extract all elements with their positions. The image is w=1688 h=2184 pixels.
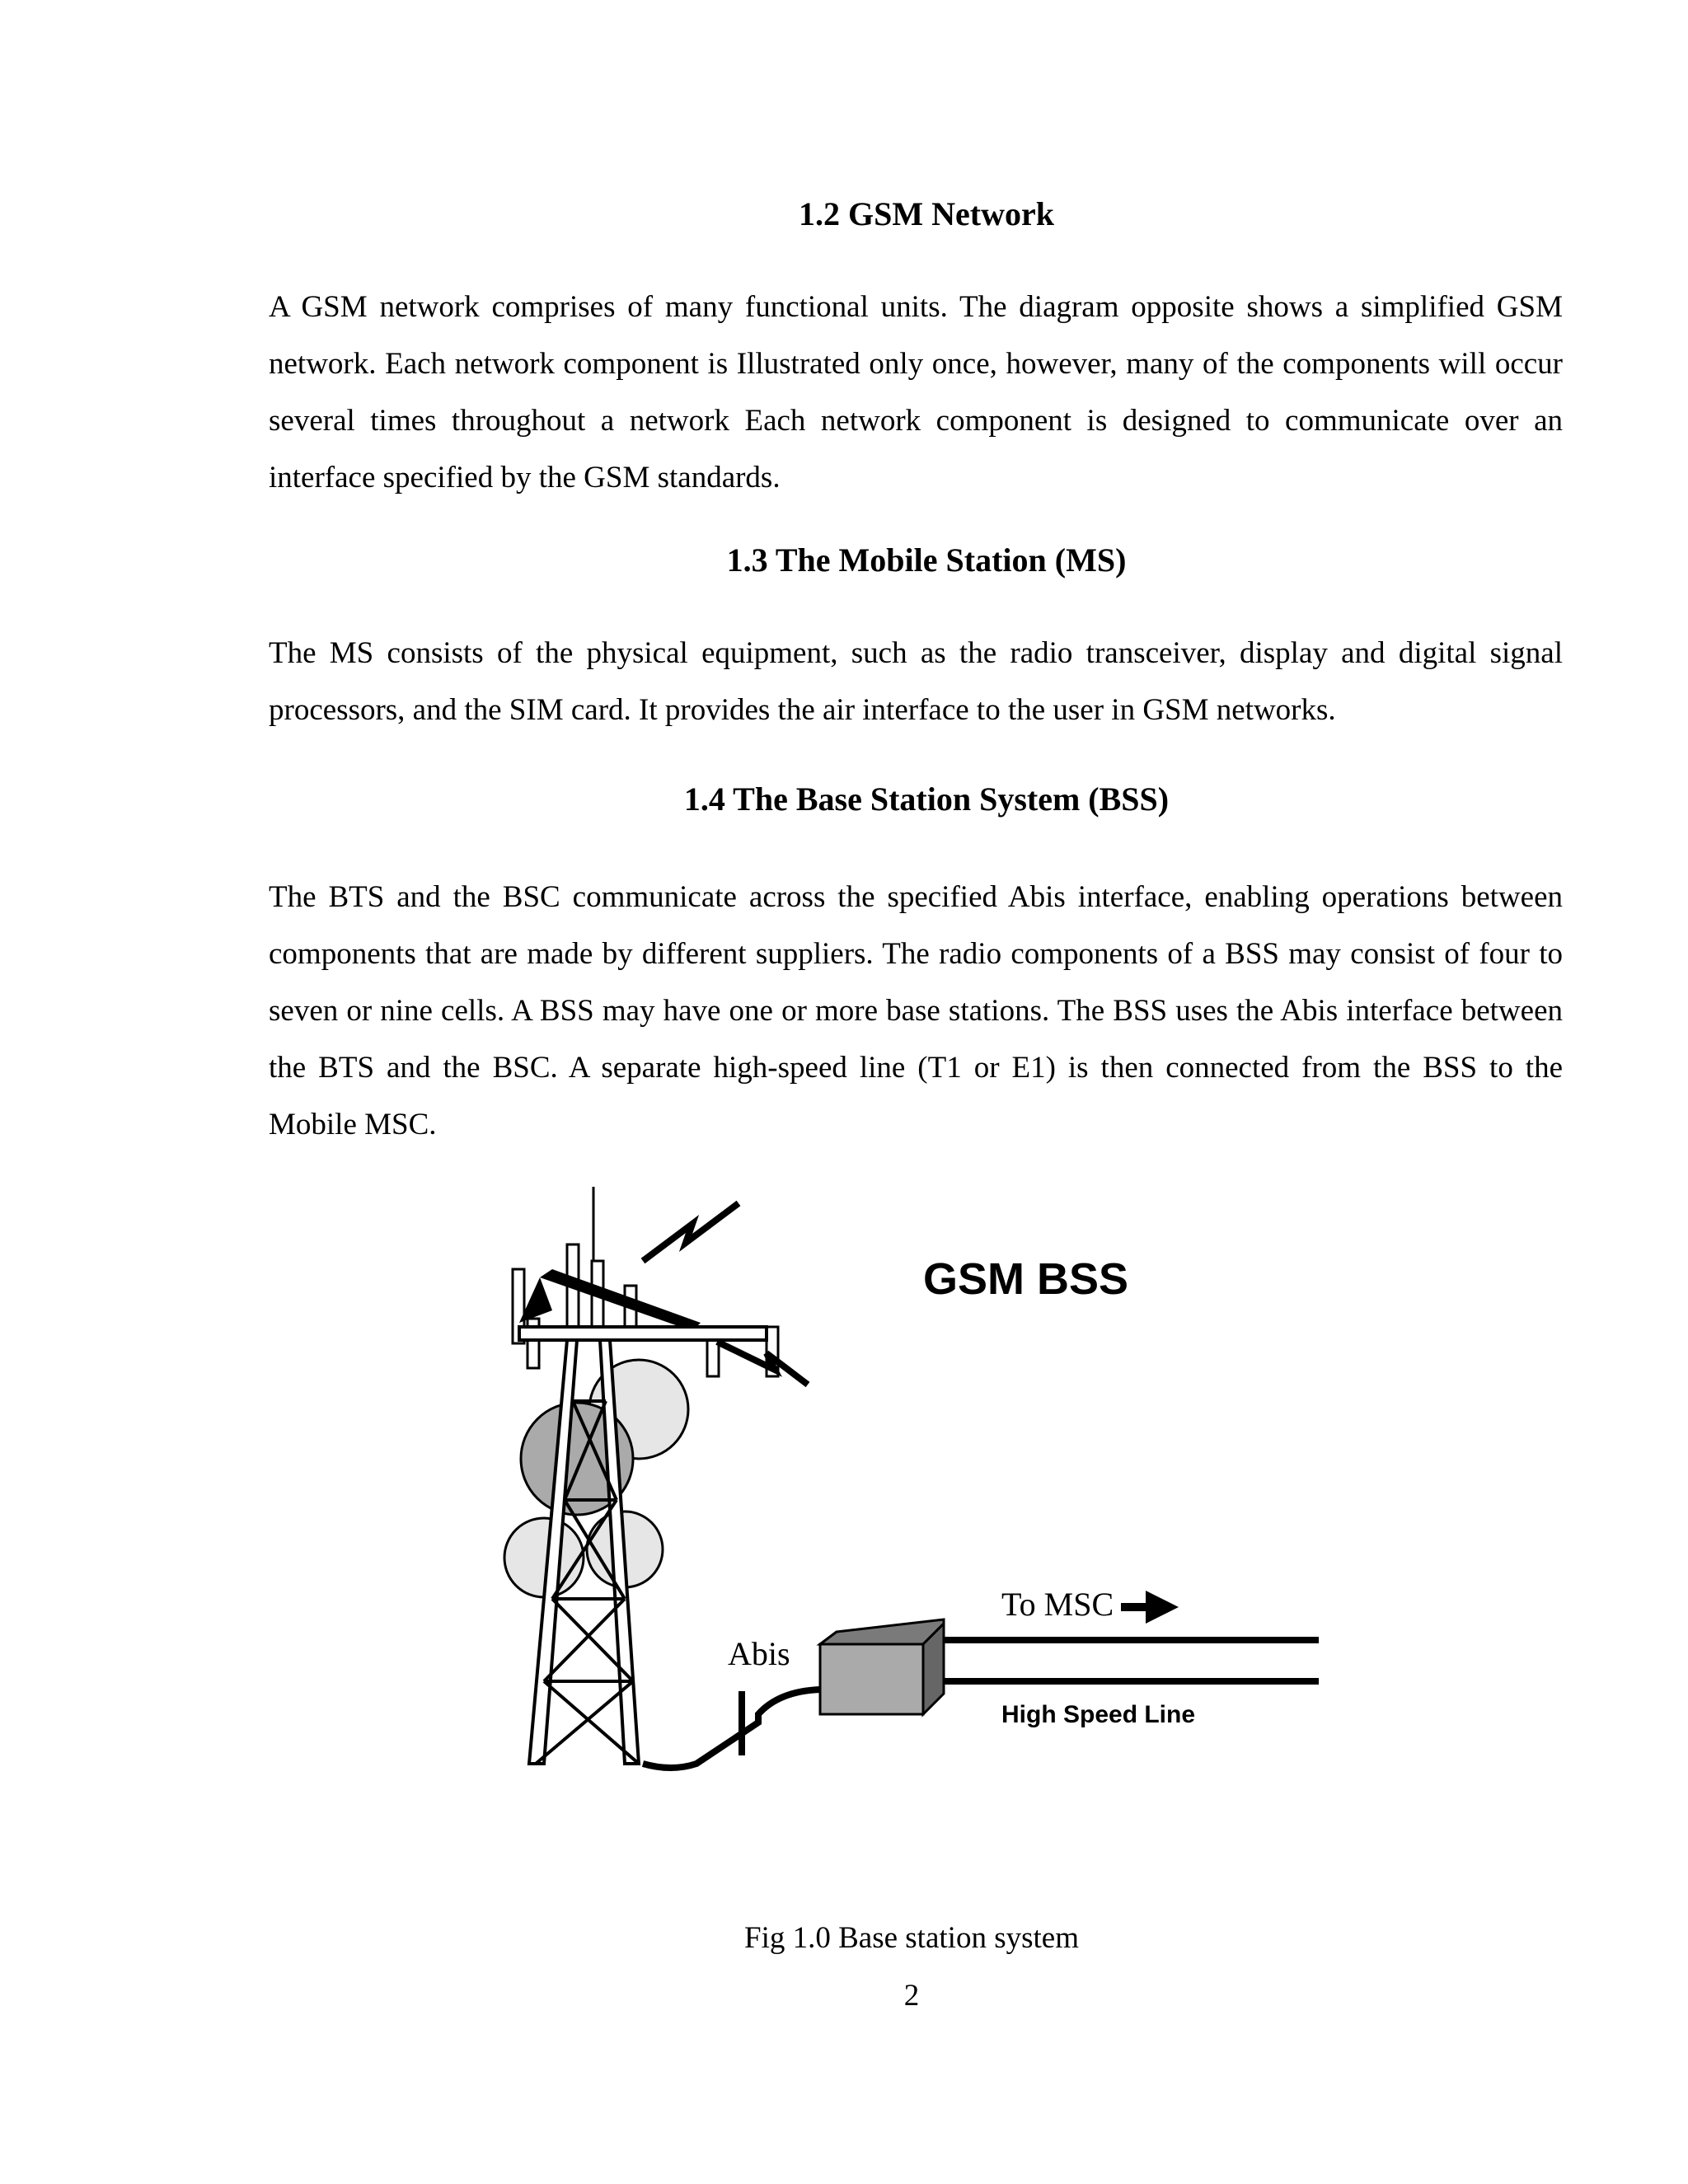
bss-diagram-figure xyxy=(495,1187,1319,1797)
section-heading-base-station-system: 1.4 The Base Station System (BSS) xyxy=(683,780,1170,818)
high-speed-line-label: High Speed Line xyxy=(1001,1701,1196,1728)
section-heading-mobile-station: 1.3 The Mobile Station (MS) xyxy=(726,541,1127,579)
bsc-box xyxy=(820,1619,944,1714)
figure-title: GSM BSS xyxy=(923,1254,1129,1304)
arrow-right-icon xyxy=(1121,1591,1179,1624)
bss-diagram xyxy=(495,1187,1319,1797)
paragraph-mobile-station: The MS consists of the physical equipment, such as the radio transceiver, display and digital signal processors, and the SIM card. It provides the air interface to the user in GSM networks. xyxy=(269,636,1563,727)
paragraph-gsm-network: A GSM network comprises of many functional units. The diagram opposite shows a simplified GSM network. Each network component is Illustrated only once, however, many of the components will occur several times throughout a network Each network component is designed to communicate over an interface specified by the GSM standards. xyxy=(269,290,1563,494)
antenna-panel xyxy=(540,1269,701,1331)
radio-wave-lower-icon xyxy=(717,1342,808,1385)
to-msc-label: To MSC xyxy=(1001,1586,1114,1623)
radio-wave-upper-icon xyxy=(643,1203,738,1261)
abis-label: Abis xyxy=(728,1635,790,1672)
paragraph-base-station-system: The BTS and the BSC communicate across the specified Abis interface, enabling operations between components that are made by different suppliers. The radio components of a BSS may consist of four to seven or nine cells. A BSS may have one or more base stations. The BSS uses the Abis interface between the BTS and the BSC. A separate high-speed line (T1 or E1) is then connected from the BSS to the Mobile MSC. xyxy=(269,880,1563,1141)
high-speed-line xyxy=(944,1640,1319,1681)
abis-cable xyxy=(643,1690,820,1768)
section-heading-gsm-network: 1.2 GSM Network xyxy=(799,195,1054,232)
page-number: 2 xyxy=(903,1979,920,2013)
figure-caption: Fig 1.0 Base station system xyxy=(744,1921,1079,1955)
tower-platform xyxy=(519,1327,767,1340)
